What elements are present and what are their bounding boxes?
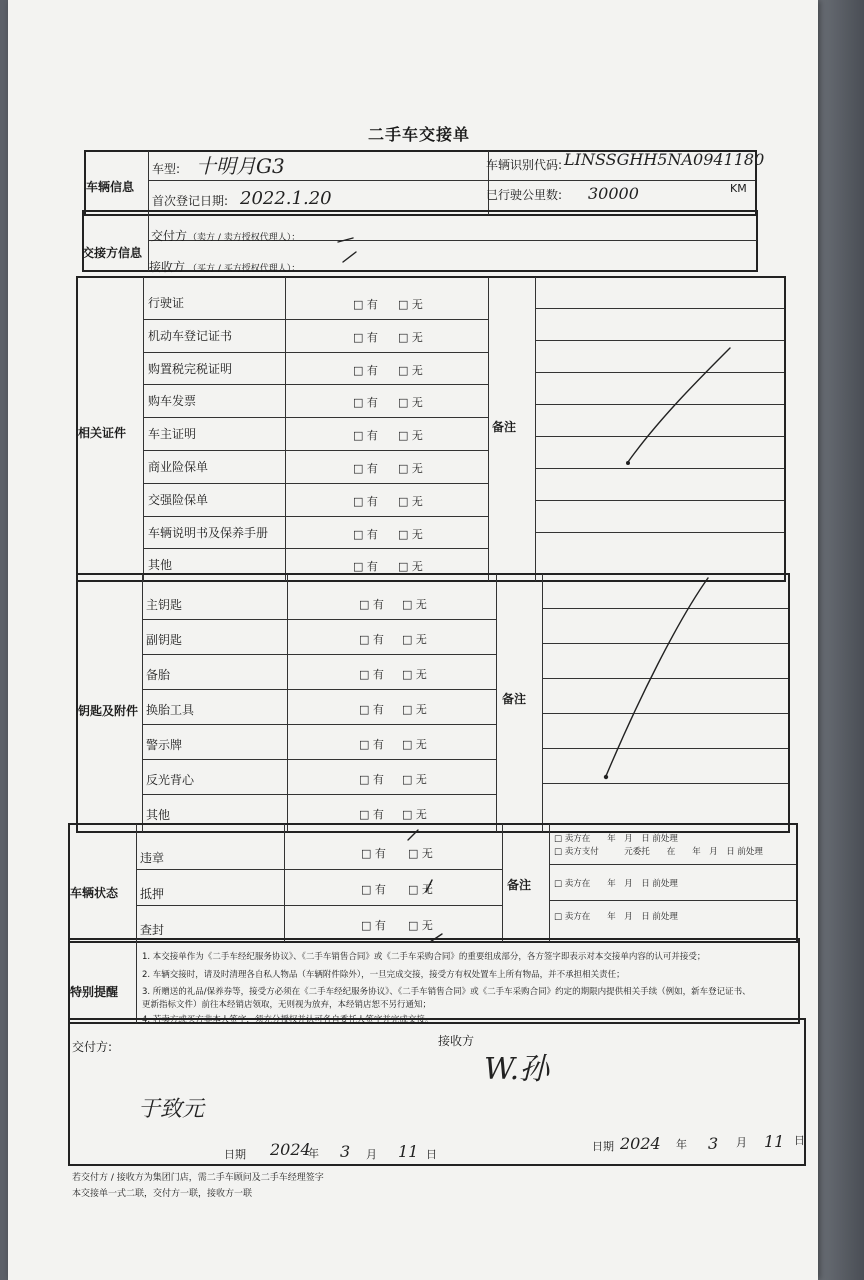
status-remark-note: □ 卖方在 年 月 日 前处理 bbox=[554, 879, 678, 889]
vin-value: LINSSGHH5NA0941180 bbox=[564, 150, 765, 169]
vin-label: 车辆识别代码: bbox=[486, 158, 563, 172]
has-checkbox: □ 有 bbox=[359, 773, 384, 786]
has-checkbox: □ 有 bbox=[361, 847, 386, 860]
none-checkbox: □ 无 bbox=[398, 396, 423, 410]
receive-sign-label: 接收方 bbox=[438, 1034, 475, 1048]
reminder-line-5: 4. 若卖方或买方非本人签字，须充分授权并认可各自委托人签字并完成交接。 bbox=[142, 1015, 434, 1025]
status-remark-label: 备注 bbox=[507, 878, 532, 892]
right-day-unit: 日 bbox=[794, 1134, 805, 1147]
has-checkbox: □ 有 bbox=[359, 668, 384, 681]
none-checkbox: □ 无 bbox=[398, 429, 423, 443]
documents-remark-label: 备注 bbox=[492, 420, 517, 434]
model-value: 十明月G3 bbox=[196, 154, 285, 178]
has-checkbox: □ 有 bbox=[353, 527, 378, 541]
has-checkbox: □ 有 bbox=[353, 560, 378, 574]
receive-signature: W.孙 bbox=[484, 1052, 550, 1087]
right-month-unit: 月 bbox=[736, 1136, 747, 1149]
left-month-unit: 月 bbox=[366, 1148, 377, 1161]
none-checkbox: □ 无 bbox=[402, 668, 427, 681]
mileage-label: 已行驶公里数: bbox=[486, 188, 563, 202]
reminder-line-4: 更新指标文件）前往本经销店领取，无则视为放弃，本经销店恕不另行通知； bbox=[142, 1000, 432, 1010]
mileage-value: 30000 bbox=[588, 184, 639, 203]
document-item-label: 商业险保单 bbox=[148, 460, 209, 474]
status-remark-note: □ 卖方支付 元委托 在 年 月 日 前处理 bbox=[554, 847, 763, 857]
none-checkbox: □ 无 bbox=[398, 462, 423, 475]
has-checkbox: □ 有 bbox=[361, 919, 386, 932]
right-date-month: 3 bbox=[708, 1134, 719, 1153]
reminder-line-2: 2. 车辆交接时，请及时清理各自私人物品（车辆附件除外），一旦完成交接，接受方有权处置车上所有物品，并不承担相关责任； bbox=[142, 970, 625, 980]
reminder-label: 特别提醒 bbox=[70, 985, 119, 999]
has-checkbox: □ 有 bbox=[359, 633, 384, 646]
receive-party-label: 接收方 bbox=[149, 260, 186, 274]
reminder-line-3: 3. 所赠送的礼品/保养券等，接受方必须在《二手车经纪服务协议》、《二手车销售合同》或《二手车采购合同》约定的期限内提供相关手续（例如，新车登记证书、 bbox=[142, 987, 751, 997]
deliver-sign-label: 交付方: bbox=[72, 1040, 113, 1054]
mileage-unit: KM bbox=[730, 182, 747, 195]
has-checkbox: □ 有 bbox=[353, 330, 378, 344]
keys-label: 钥匙及附件 bbox=[78, 704, 139, 718]
parties-label: 交接方信息 bbox=[82, 246, 143, 260]
left-date-month: 3 bbox=[340, 1142, 351, 1161]
deliver-party-note: （卖方 / 卖方授权代理人）： bbox=[188, 233, 301, 243]
none-checkbox: □ 无 bbox=[408, 883, 433, 896]
none-checkbox: □ 无 bbox=[398, 527, 423, 541]
none-checkbox: □ 无 bbox=[408, 847, 433, 860]
has-checkbox: □ 有 bbox=[353, 298, 378, 311]
has-checkbox: □ 有 bbox=[353, 396, 378, 410]
none-checkbox: □ 无 bbox=[398, 494, 423, 508]
reg-date-value: 2022.1.20 bbox=[240, 188, 332, 209]
deliver-party-label: 交付方 bbox=[151, 229, 188, 243]
key-item-label: 副钥匙 bbox=[146, 633, 183, 647]
has-checkbox: □ 有 bbox=[361, 883, 386, 896]
right-date-year: 2024 bbox=[620, 1134, 661, 1153]
model-label: 车型: bbox=[152, 162, 181, 176]
none-checkbox: □ 无 bbox=[402, 773, 427, 786]
left-date-day: 11 bbox=[398, 1142, 419, 1161]
form-title: 二手车交接单 bbox=[368, 125, 471, 144]
left-day-unit: 日 bbox=[426, 1148, 437, 1161]
footer-line-1: 若交付方 / 接收方为集团门店，需二手车顾问及二手车经理签字 bbox=[72, 1173, 324, 1183]
right-year-unit: 年 bbox=[676, 1138, 687, 1151]
deliver-signature: 于致元 bbox=[138, 1097, 205, 1122]
vehicle-info-label: 车辆信息 bbox=[86, 180, 135, 194]
none-checkbox: □ 无 bbox=[398, 560, 423, 574]
key-item-label: 反光背心 bbox=[146, 773, 195, 787]
handover-form-paper bbox=[8, 0, 818, 1280]
key-item-label: 其他 bbox=[146, 808, 171, 822]
none-checkbox: □ 无 bbox=[398, 298, 423, 311]
document-item-label: 购车发票 bbox=[148, 394, 197, 409]
has-checkbox: □ 有 bbox=[353, 494, 378, 508]
status-item-label: 查封 bbox=[140, 923, 165, 937]
key-item-label: 主钥匙 bbox=[146, 598, 183, 612]
none-checkbox: □ 无 bbox=[402, 738, 427, 751]
has-checkbox: □ 有 bbox=[353, 429, 378, 443]
has-checkbox: □ 有 bbox=[359, 738, 384, 751]
document-item-label: 其他 bbox=[148, 558, 173, 573]
document-item-label: 交强险保单 bbox=[148, 492, 209, 507]
has-checkbox: □ 有 bbox=[359, 598, 384, 611]
status-label: 车辆状态 bbox=[70, 886, 119, 900]
none-checkbox: □ 无 bbox=[402, 703, 427, 716]
document-item-label: 机动车登记证书 bbox=[148, 328, 233, 343]
handwritten-marks bbox=[8, 0, 818, 1280]
right-date-day: 11 bbox=[764, 1132, 785, 1151]
has-checkbox: □ 有 bbox=[359, 703, 384, 716]
left-date-year: 2024 bbox=[270, 1140, 311, 1159]
none-checkbox: □ 无 bbox=[408, 919, 433, 932]
has-checkbox: □ 有 bbox=[353, 462, 378, 475]
footer-line-2: 本交接单一式二联，交付方一联，接收方一联 bbox=[72, 1189, 253, 1199]
documents-label: 相关证件 bbox=[78, 426, 127, 440]
document-item-label: 购置税完税证明 bbox=[148, 361, 233, 376]
reminder-line-1: 1. 本交接单作为《二手车经纪服务协议》、《二手车销售合同》或《二手车采购合同》的重要组成部分，各方签字即表示对本交接单内容的认可并接受； bbox=[142, 952, 706, 962]
none-checkbox: □ 无 bbox=[402, 598, 427, 611]
document-item-label: 行驶证 bbox=[148, 296, 185, 310]
document-item-label: 车主证明 bbox=[148, 427, 197, 442]
status-item-label: 抵押 bbox=[140, 887, 165, 901]
key-item-label: 警示牌 bbox=[146, 738, 183, 752]
none-checkbox: □ 无 bbox=[402, 633, 427, 646]
key-item-label: 换胎工具 bbox=[146, 703, 195, 717]
none-checkbox: □ 无 bbox=[402, 808, 427, 821]
left-year-unit: 年 bbox=[308, 1147, 319, 1160]
none-checkbox: □ 无 bbox=[398, 330, 423, 344]
document-item-label: 车辆说明书及保养手册 bbox=[148, 525, 269, 540]
key-item-label: 备胎 bbox=[146, 668, 171, 682]
status-remark-note: □ 卖方在 年 月 日 前处理 bbox=[554, 912, 678, 922]
has-checkbox: □ 有 bbox=[359, 808, 384, 821]
right-date-label: 日期 bbox=[592, 1140, 614, 1153]
none-checkbox: □ 无 bbox=[398, 363, 423, 377]
receive-party-note: （买方 / 买方授权代理人）： bbox=[188, 264, 301, 274]
left-date-label: 日期 bbox=[224, 1148, 246, 1161]
status-remark-note: □ 卖方在 年 月 日 前处理 bbox=[554, 834, 678, 844]
keys-remark-label: 备注 bbox=[502, 692, 527, 706]
status-item-label: 违章 bbox=[140, 851, 165, 865]
has-checkbox: □ 有 bbox=[353, 363, 378, 377]
reg-date-label: 首次登记日期: bbox=[152, 194, 229, 208]
